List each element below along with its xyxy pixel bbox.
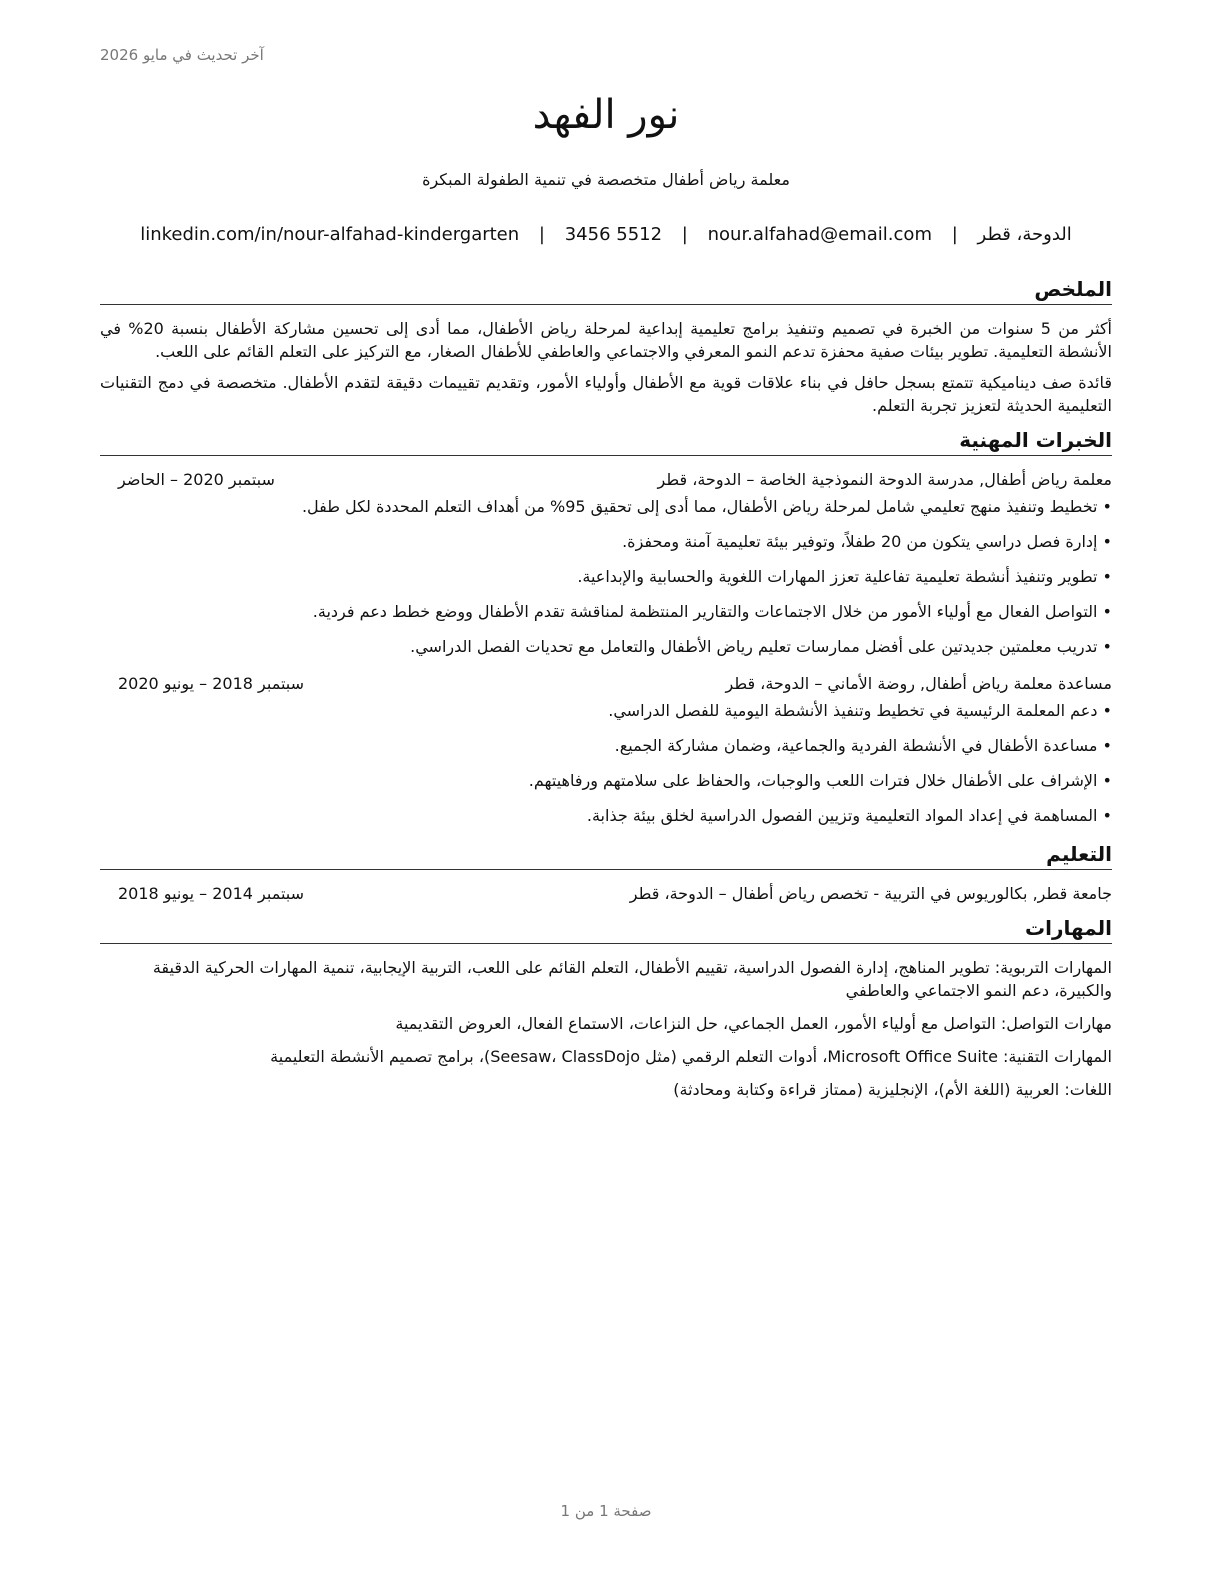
skill-line: مهارات التواصل: التواصل مع أولياء الأمور، العمل الجماعي، حل النزاعات، الاستماع الفعال، العروض التقديمية xyxy=(395,1014,1112,1033)
summary-paragraph: قائدة صف ديناميكية تتمتع بسجل حافل في بناء علاقات قوية مع الأطفال وأولياء الأمور، وتقديم تقييمات دقيقة لتقدم الأطفال. متخصصة في دمج التقنيات التعليمية الحديثة لتعزيز تجربة التعلم. xyxy=(100,373,1112,415)
job-bullet: • دعم المعلمة الرئيسية في تخطيط وتنفيذ الأنشطة اليومية للفصل الدراسي. xyxy=(100,699,1112,722)
job-header xyxy=(100,672,1112,695)
contact-separator: | xyxy=(951,224,958,245)
job-bullet: • تدريب معلمتين جديدتين على أفضل ممارسات تعليم رياض الأطفال والتعامل مع تحديات الفصل الدراسي. xyxy=(100,635,1112,658)
education-degree: جامعة قطر, بكالوريوس في التربية - تخصص رياض أطفال – الدوحة، قطر xyxy=(629,884,1112,903)
contact-linkedin[interactable]: linkedin.com/in/nour-alfahad-kindergarten xyxy=(140,224,520,245)
job-header xyxy=(100,468,1112,491)
job-entry xyxy=(100,468,1112,658)
section-title-experience: الخبرات المهنية xyxy=(100,427,1112,456)
job-bullet: • المساهمة في إعداد المواد التعليمية وتزيين الفصول الدراسية لخلق بيئة جذابة. xyxy=(100,804,1112,827)
job-bullets xyxy=(100,495,1112,658)
education-dates: سبتمبر 2014 – يونيو 2018 xyxy=(118,884,305,903)
contact-separator: | xyxy=(681,224,688,245)
job-bullets xyxy=(100,699,1112,827)
experience-section xyxy=(100,427,1112,827)
job-bullet: • مساعدة الأطفال في الأنشطة الفردية والجماعية، وضمان مشاركة الجميع. xyxy=(100,734,1112,757)
skill-line: المهارات التربوية: تطوير المناهج، إدارة الفصول الدراسية، تقييم الأطفال، التعلم القائم على اللعب، التربية الإيجابية، تنمية المهارات الحركية الدقيقة والكبيرة، دعم النمو الاجتماعي والعاطفي xyxy=(152,958,1112,1000)
skills-section xyxy=(100,915,1112,1101)
resume-page xyxy=(100,0,1112,1584)
section-title-skills: المهارات xyxy=(100,915,1112,944)
job-dates: سبتمبر 2018 – يونيو 2020 xyxy=(118,674,305,693)
contact-phone[interactable]: 3456 5512 xyxy=(564,224,663,245)
summary-section xyxy=(100,276,1112,417)
section-title-education: التعليم xyxy=(100,841,1112,870)
job-bullet: • الإشراف على الأطفال خلال فترات اللعب والوجبات، والحفاظ على سلامتهم ورفاهيتهم. xyxy=(100,769,1112,792)
job-bullet: • تخطيط وتنفيذ منهج تعليمي شامل لمرحلة رياض الأطفال، مما أدى إلى تحقيق 95% من أهداف التعلم المحددة لكل طفل. xyxy=(100,495,1112,518)
contact-separator: | xyxy=(538,224,545,245)
last-updated: آخر تحديث في مايو 2026 xyxy=(100,46,264,64)
candidate-title: معلمة رياض أطفال متخصصة في تنمية الطفولة المبكرة xyxy=(422,170,790,189)
contact-email[interactable]: nour.alfahad@email.com xyxy=(707,224,932,245)
contact-location: الدوحة، قطر xyxy=(977,224,1072,245)
job-title: مساعدة معلمة رياض أطفال, روضة الأماني – الدوحة، قطر xyxy=(725,674,1112,693)
resume-content xyxy=(100,276,1112,1111)
page-number: صفحة 1 من 1 xyxy=(560,1502,652,1520)
skill-line: المهارات التقنية: Microsoft Office Suite، أدوات التعلم الرقمي (مثل Seesaw، ClassDojo)، برامج تصميم الأنشطة التعليمية xyxy=(270,1047,1112,1066)
job-bullet: • إدارة فصل دراسي يتكون من 20 طفلاً، وتوفير بيئة تعليمية آمنة ومحفزة. xyxy=(100,530,1112,553)
job-title: معلمة رياض أطفال, مدرسة الدوحة النموذجية الخاصة – الدوحة، قطر xyxy=(657,470,1112,489)
section-title-summary: الملخص xyxy=(100,276,1112,305)
job-dates: سبتمبر 2020 – الحاضر xyxy=(118,470,275,489)
education-section xyxy=(100,841,1112,905)
summary-paragraph: أكثر من 5 سنوات من الخبرة في تصميم وتنفيذ برامج تعليمية إبداعية لمرحلة رياض الأطفال، مما أدى إلى تحسين مشاركة الأطفال بنسبة 20% في الأنشطة التعليمية. تطوير بيئات صفية محفزة تدعم النمو المعرفي والاجتماعي والعاطفي للأطفال الصغار، مع التركيز على التعلم القائم على اللعب. xyxy=(100,319,1113,361)
job-bullet: • التواصل الفعال مع أولياء الأمور من خلال الاجتماعات والتقارير المنتظمة لمناقشة تقدم الأطفال ووضع خطط دعم فردية. xyxy=(100,600,1112,623)
candidate-name: نور الفهد xyxy=(532,92,680,138)
education-entry xyxy=(100,882,1112,905)
skill-line: اللغات: العربية (اللغة الأم)، الإنجليزية (ممتاز قراءة وكتابة ومحادثة) xyxy=(673,1080,1112,1099)
job-entry xyxy=(100,672,1112,827)
contact-line xyxy=(100,224,1112,245)
job-bullet: • تطوير وتنفيذ أنشطة تعليمية تفاعلية تعزز المهارات اللغوية والحسابية والإبداعية. xyxy=(100,565,1112,588)
